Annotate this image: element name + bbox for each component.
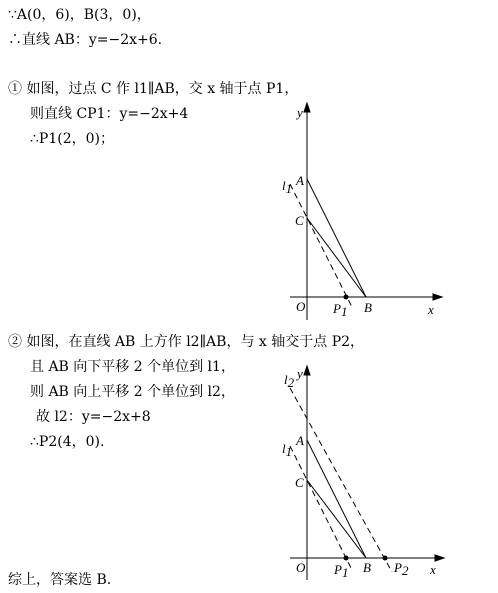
label-x: x [430,562,436,577]
line-l2 [290,388,392,572]
label-l2: l2 [284,372,295,390]
label-p1: P1 [333,301,348,319]
label-a: A [296,173,304,188]
given-points: ∵A(0，6)，B(3，0)， [8,7,151,23]
label-c: C [295,475,304,490]
case2-line-l2: 故 l2：y=−2x+8 [36,409,151,425]
segment-ab [307,179,366,297]
point-p1 [344,295,349,300]
x-axis-arrow [433,294,442,300]
line-l1 [290,446,352,570]
case2-result: ∴P2(4，0). [30,434,105,450]
label-l1: l1 [282,178,293,196]
case1-line-cp1: 则直线 CP1：y=−2x+4 [30,106,189,122]
figure-1 [270,100,445,322]
y-axis-arrow [304,366,310,375]
x-axis-arrow [435,555,444,561]
label-p2: P2 [394,560,409,578]
segment-ab [307,440,366,558]
case2-shift-up: 则 AB 向上平移 2 个单位到 l2， [30,384,235,400]
label-b: B [364,300,372,315]
segment-cb [307,218,366,297]
label-b: B [363,560,371,575]
label-p1: P1 [334,562,349,580]
point-p1 [344,556,349,561]
label-c: C [295,213,304,228]
line-l1 [290,184,352,307]
label-y: y [297,105,303,120]
case1-statement: ① 如图，过点 C 作 l1∥AB，交 x 轴于点 P1， [8,81,299,97]
case2-shift-down: 且 AB 向下平移 2 个单位到 l1， [30,359,235,375]
label-o: O [296,299,306,314]
label-a: A [296,433,304,448]
label-y: y [297,366,303,381]
segment-cb [307,480,366,558]
case1-result: ∴P1(2，0)； [30,131,114,147]
figure-2 [270,360,460,582]
point-p2 [383,556,388,561]
case2-statement: ② 如图，在直线 AB 上方作 l2∥AB，与 x 轴交于点 P2， [8,334,365,350]
y-axis-arrow [304,103,310,112]
label-l1: l1 [282,441,293,459]
line-ab-equation: ∴直线 AB：y=−2x+6. [8,32,163,48]
label-x: x [428,302,434,317]
label-o: O [296,560,306,575]
conclusion: 综上，答案选 B. [8,572,112,588]
